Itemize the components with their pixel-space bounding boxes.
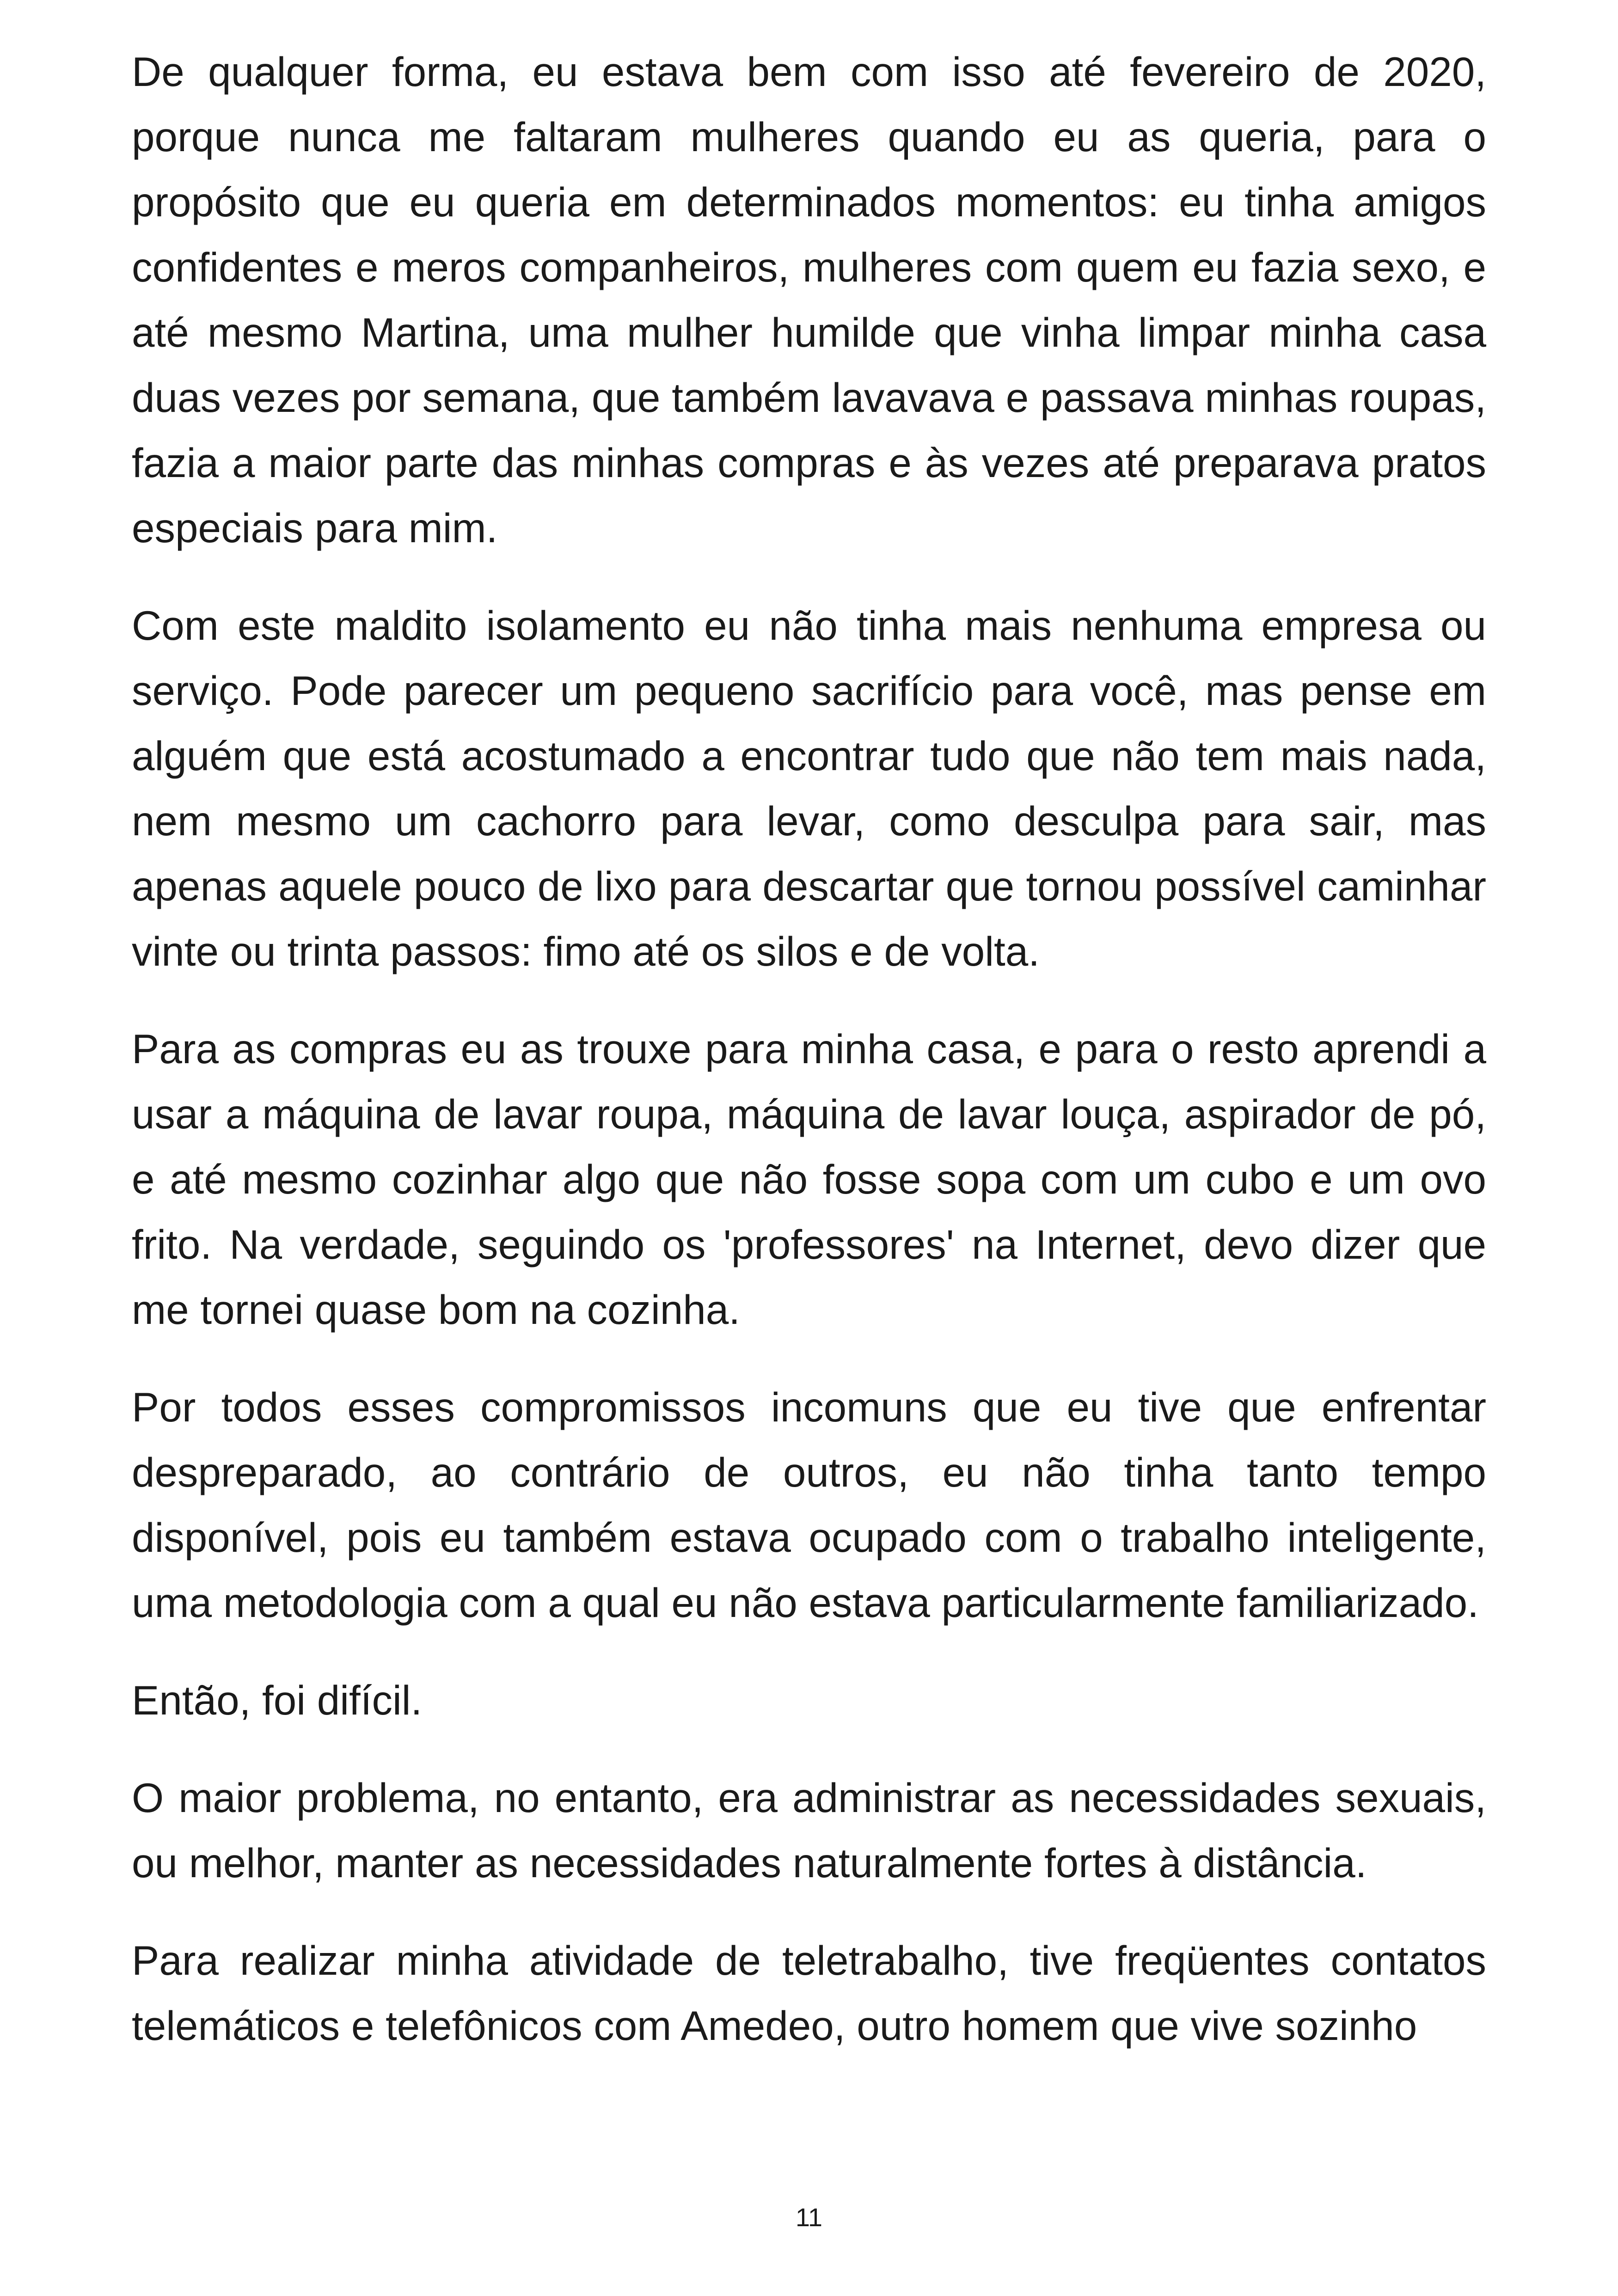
page-number: 11: [795, 2203, 823, 2232]
paragraph-3: Para as compras eu as trouxe para minha casa, e para o resto aprendi a usar a máquina de lavar roupa, máquina de lavar louça, aspirador de pó, e até mesmo cozinhar algo que não fosse sopa com um cubo e um ovo frito. Na verdade, seguindo os 'professores' na Internet, devo dizer que me tornei quase bom na cozinha.: [132, 1026, 1486, 1333]
paragraph-7: Para realizar minha atividade de teletrabalho, tive freqüentes contatos telemáticos e telefônicos com Amedeo, outro homem que vive sozinho: [132, 1937, 1486, 2049]
paragraph-1: De qualquer forma, eu estava bem com isso até fevereiro de 2020, porque nunca me faltaram mulheres quando eu as queria, para o propósito que eu queria em determinados momentos: eu tinha amigos confidentes e meros companheiros, mulheres com quem eu fazia sexo, e até mesmo Martina, uma mulher humilde que vinha limpar minha casa duas vezes por semana, que também lavavava e passava minhas roupas, fazia a maior parte das minhas compras e às vezes até preparava pratos especiais para mim.: [132, 49, 1486, 551]
paragraph-6: O maior problema, no entanto, era administrar as necessidades sexuais, ou melhor, manter as necessidades naturalmente fortes à distância.: [132, 1775, 1486, 1886]
body-text: [132, 39, 1486, 2058]
paragraph-2: Com este maldito isolamento eu não tinha mais nenhuma empresa ou serviço. Pode parecer um pequeno sacrifício para você, mas pense em alguém que está acostumado a encontrar tudo que não tem mais nada, nem mesmo um cachorro para levar, como desculpa para sair, mas apenas aquele pouco de lixo para descartar que tornou possível caminhar vinte ou trinta passos: fimo até os silos e de volta.: [132, 602, 1486, 974]
paragraph-4: Por todos esses compromissos incomuns que eu tive que enfrentar despreparado, ao contrário de outros, eu não tinha tanto tempo disponível, pois eu também estava ocupado com o trabalho inteligente, uma metodologia com a qual eu não estava particularmente familiarizado.: [132, 1384, 1486, 1626]
paragraph-5: Então, foi difícil.: [132, 1677, 423, 1723]
